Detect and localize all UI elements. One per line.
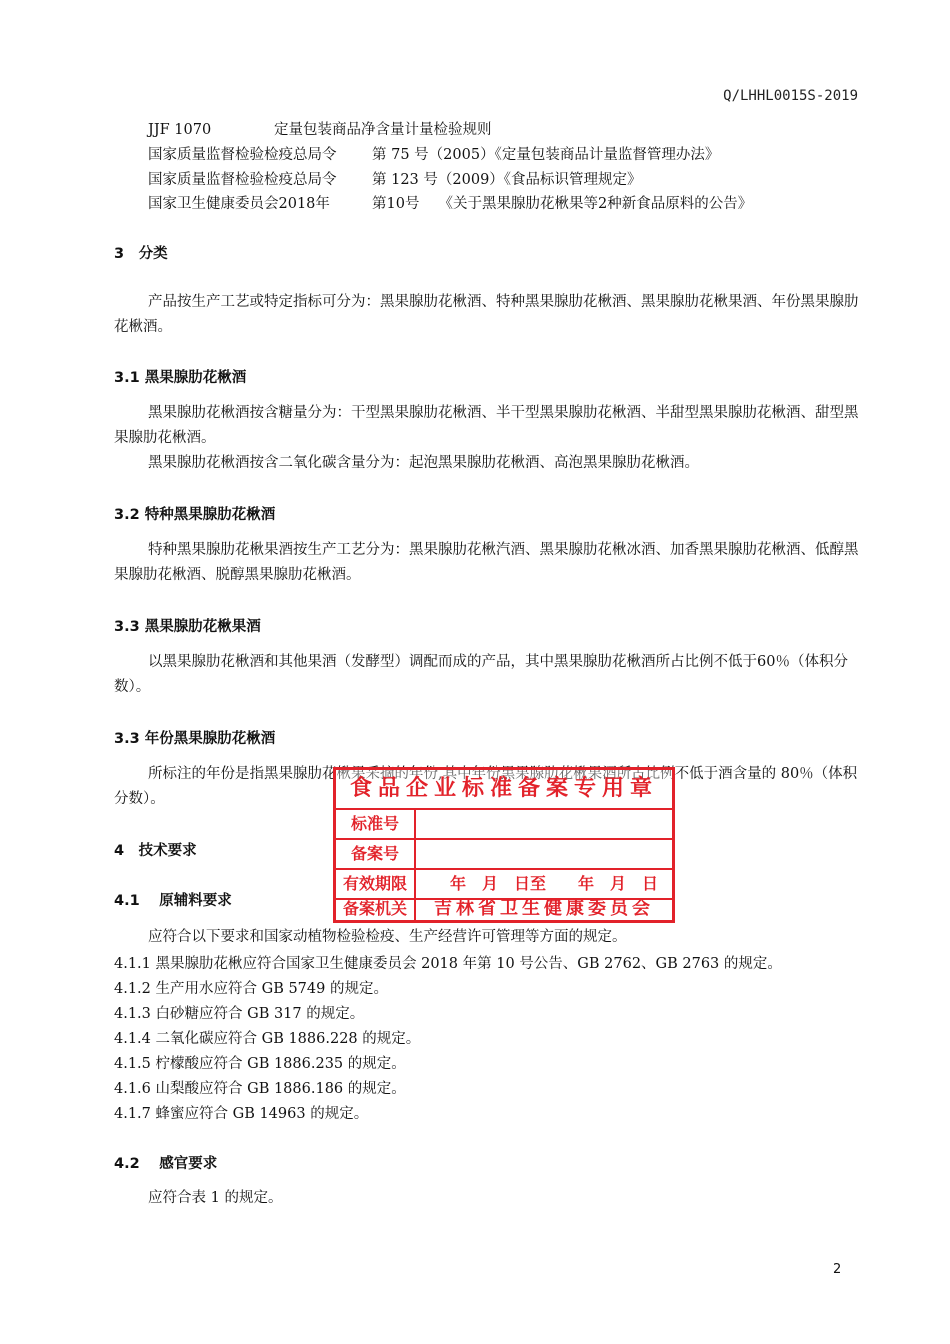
stamp-label: 备案号 <box>336 840 416 868</box>
section-heading: 4 技术要求 <box>114 843 197 859</box>
reference-code: 国家质量监督检验检疫总局令 <box>148 147 337 163</box>
paragraph: 应符合以下要求和国家动植物检验检疫、生产经营许可管理等方面的规定。 <box>148 929 627 945</box>
reference-code: 国家质量监督检验检疫总局令 <box>148 172 337 188</box>
list-item: 4.1.6 山梨酸应符合 GB 1886.186 的规定。 <box>114 1081 406 1097</box>
reference-text: 第 123 号（2009）《食品标识管理规定》 <box>372 172 642 188</box>
stamp-row-record <box>336 840 672 870</box>
paragraph: 以黑果腺肋花楸酒和其他果酒（发酵型）调配而成的产品，其中黑果腺肋花楸酒所占比例不低于60％（体积分数）。 <box>114 654 848 695</box>
page-number: 2 <box>833 1262 842 1277</box>
stamp-title: 食品企业标准备案专用章 <box>336 770 672 810</box>
stamp-label: 有效期限 <box>336 870 416 898</box>
paragraph: 黑果腺肋花楸酒按含二氧化碳含量分为：起泡黑果腺肋花楸酒、高泡黑果腺肋花楸酒。 <box>148 455 699 471</box>
paragraph: 所标注的年份是指黑果腺肋花楸果采摘的年份,其中年份黑果腺肋花楸果酒所占比例不低于酒含量的 80％（体积分数）。 <box>114 766 858 807</box>
list-item: 4.1.1 黑果腺肋花楸应符合国家卫生健康委员会 2018 年第 10 号公告、GB 2762、GB 2763 的规定。 <box>114 956 782 972</box>
list-item: 4.1.7 蜂蜜应符合 GB 14963 的规定。 <box>114 1106 369 1122</box>
filing-stamp <box>333 767 675 923</box>
document-code: Q/LHHL0015S-2019 <box>723 88 858 104</box>
section-heading: 3.3 年份黑果腺肋花楸酒 <box>114 731 276 747</box>
reference-line <box>148 192 752 213</box>
stamp-row-standard <box>336 810 672 840</box>
reference-text: 定量包装商品净含量计量检验规则 <box>274 122 492 138</box>
paragraph: 黑果腺肋花楸酒按含糖量分为：干型黑果腺肋花楸酒、半干型黑果腺肋花楸酒、半甜型黑果腺肋花楸酒、甜型黑果腺肋花楸酒。 <box>114 405 859 446</box>
list-item: 4.1.3 白砂糖应符合 GB 317 的规定。 <box>114 1006 365 1022</box>
stamp-row-authority <box>336 895 672 923</box>
section-heading: 4.1 原辅料要求 <box>114 893 232 909</box>
reference-line <box>148 168 642 189</box>
list-item: 4.1.2 生产用水应符合 GB 5749 的规定。 <box>114 981 388 997</box>
section-heading: 3.2 特种黑果腺肋花楸酒 <box>114 507 276 523</box>
reference-text: 第 75 号（2005）《定量包装商品计量监督管理办法》 <box>372 147 720 163</box>
section-heading: 3.1 黑果腺肋花楸酒 <box>114 370 247 386</box>
reference-code: 国家卫生健康委员会2018年 <box>148 196 330 212</box>
paragraph: 应符合表 1 的规定。 <box>148 1190 283 1206</box>
reference-line <box>148 143 719 164</box>
section-heading: 3.3 黑果腺肋花楸果酒 <box>114 619 261 635</box>
reference-line <box>148 118 492 139</box>
stamp-label: 标准号 <box>336 810 416 838</box>
list-item: 4.1.4 二氧化碳应符合 GB 1886.228 的规定。 <box>114 1031 421 1047</box>
section-heading: 4.2 感官要求 <box>114 1156 218 1172</box>
stamp-label: 备案机关 <box>336 895 416 923</box>
paragraph: 产品按生产工艺或特定指标可分为：黑果腺肋花楸酒、特种黑果腺肋花楸酒、黑果腺肋花楸果酒、年份黑果腺肋花楸酒。 <box>114 294 859 335</box>
section-heading: 3 分类 <box>114 246 168 262</box>
list-item: 4.1.5 柠檬酸应符合 GB 1886.235 的规定。 <box>114 1056 406 1072</box>
stamp-value: 吉林省卫生健康委员会 <box>434 898 654 919</box>
reference-code: JJF 1070 <box>148 122 212 138</box>
paragraph: 特种黑果腺肋花楸果酒按生产工艺分为：黑果腺肋花楸汽酒、黑果腺肋花楸冰酒、加香黑果腺肋花楸酒、低醇黑果腺肋花楸酒、脱醇黑果腺肋花楸酒。 <box>114 542 859 583</box>
stamp-value: 年 月 日至 年 月 日 <box>450 874 659 893</box>
reference-text: 第10号 《关于黑果腺肋花楸果等2种新食品原料的公告》 <box>372 196 753 212</box>
